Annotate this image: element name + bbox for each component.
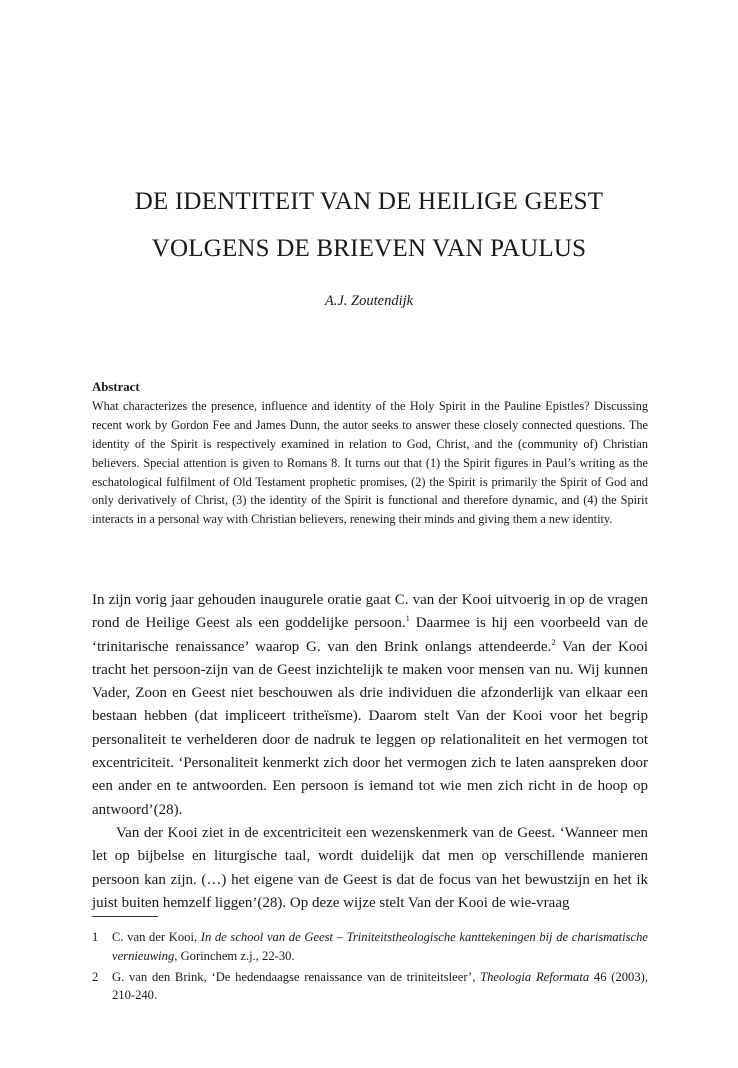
footnote-1-pre: C. van der Kooi,	[112, 930, 201, 944]
footnote-2-journal: Theologia Reformata	[480, 969, 590, 984]
footnote-2-post: 46 (2003), 210-240.	[112, 969, 648, 1003]
footnote-divider	[92, 916, 158, 917]
author-name: A.J. Zoutendijk	[324, 293, 414, 309]
footnote-2-number: 2	[92, 969, 99, 984]
footnote-2-pre: G. van den Brink, ‘De hedendaagse renaissance van de triniteitsleer’,	[112, 969, 481, 984]
paragraph-1-part-a: In zijn vorig jaar gehouden inaugurele oratie gaat C. van der Kooi uitvoerig in op de vragen rond de Heilige Geest als een goddelijke persoon.	[92, 592, 648, 632]
footnote-1-post: , Gorinchem z.j., 22-30.	[174, 948, 295, 963]
footnotes	[92, 928, 648, 1007]
footnote-ref-1[interactable]: 1	[405, 613, 410, 624]
title-line-2: VOLGENS DE BRIEVEN VAN PAULUS	[151, 235, 587, 262]
paragraph-1	[92, 589, 648, 822]
article-title	[60, 178, 678, 272]
paragraph-1-part-c: Van der Kooi tracht het persoon-zijn van de Geest inzichtelijk te maken voor mensen van nu. Wij kunnen Vader, Zoon en Geest niet beschouwen als drie individuen die afzonderlijk van elkaar een bestaan hebben (dat impliceert tritheïsme). Daarom stelt Van der Kooi voor het begrip personaliteit te verhelderen door de nadruk te leggen op relationaliteit en het vermogen tot excentriciteit. ‘Personaliteit kenmerkt zich door het vermogen zich te laten aanspreken door een ander en te antwoorden. Een persoon is iemand tot wie men zich richt in de hoop op antwoord’(28).	[92, 638, 648, 818]
body-text	[92, 589, 648, 915]
footnote-1-number: 1	[92, 930, 99, 944]
paragraph-2: Van der Kooi ziet in de excentriciteit een wezenskenmerk van de Geest. ‘Wanneer men let op bijbelse en liturgische taal, wordt duidelijk dat men op verschillende manieren persoon kan zijn. (…) het eigene van de Geest is dat de focus van het bewustzijn en het ik juist buiten hemzelf liggen’(28). Op deze wijze stelt Van der Kooi de wie-vraag	[92, 824, 648, 911]
title-line-1: DE IDENTITEIT VAN DE HEILIGE GEEST	[134, 188, 604, 215]
abstract-heading: Abstract	[92, 380, 140, 394]
footnote-1-title: In de school van de Geest – Triniteitstheologische kanttekeningen bij de charismatische vernieuwing	[112, 930, 648, 963]
abstract	[92, 378, 648, 529]
footnote-2	[92, 968, 648, 1006]
footnote-ref-2[interactable]: 2	[551, 636, 556, 647]
abstract-text: What characterizes the presence, influence and identity of the Holy Spirit in the Pauline Epistles? Discussing recent work by Gordon Fee and James Dunn, the autor seeks to answer these closely connected questions. The identity of the Spirit is respectively examined in relation to God, Christ, and the (community of) Christian believers. Special attention is given to Romans 8. It turns out that (1) the Spirit figures in Paul’s writing as the eschatological fulfilment of Old Testament prophetic promises, (2) the Spirit is primarily the Spirit of God and only derivatively of Christ, (3) the identity of the Spirit is functional and therefore dynamic, and (4) the Spirit interacts in a personal way with Christian believers, renewing their minds and giving them a new identity.	[92, 398, 648, 527]
paragraph-1-part-b: Daarmee is hij een voorbeeld van de ‘trinitarische renaissance’ waarop G. van den Brink onlangs attendeerde.	[92, 615, 648, 655]
footnote-1	[92, 928, 648, 966]
